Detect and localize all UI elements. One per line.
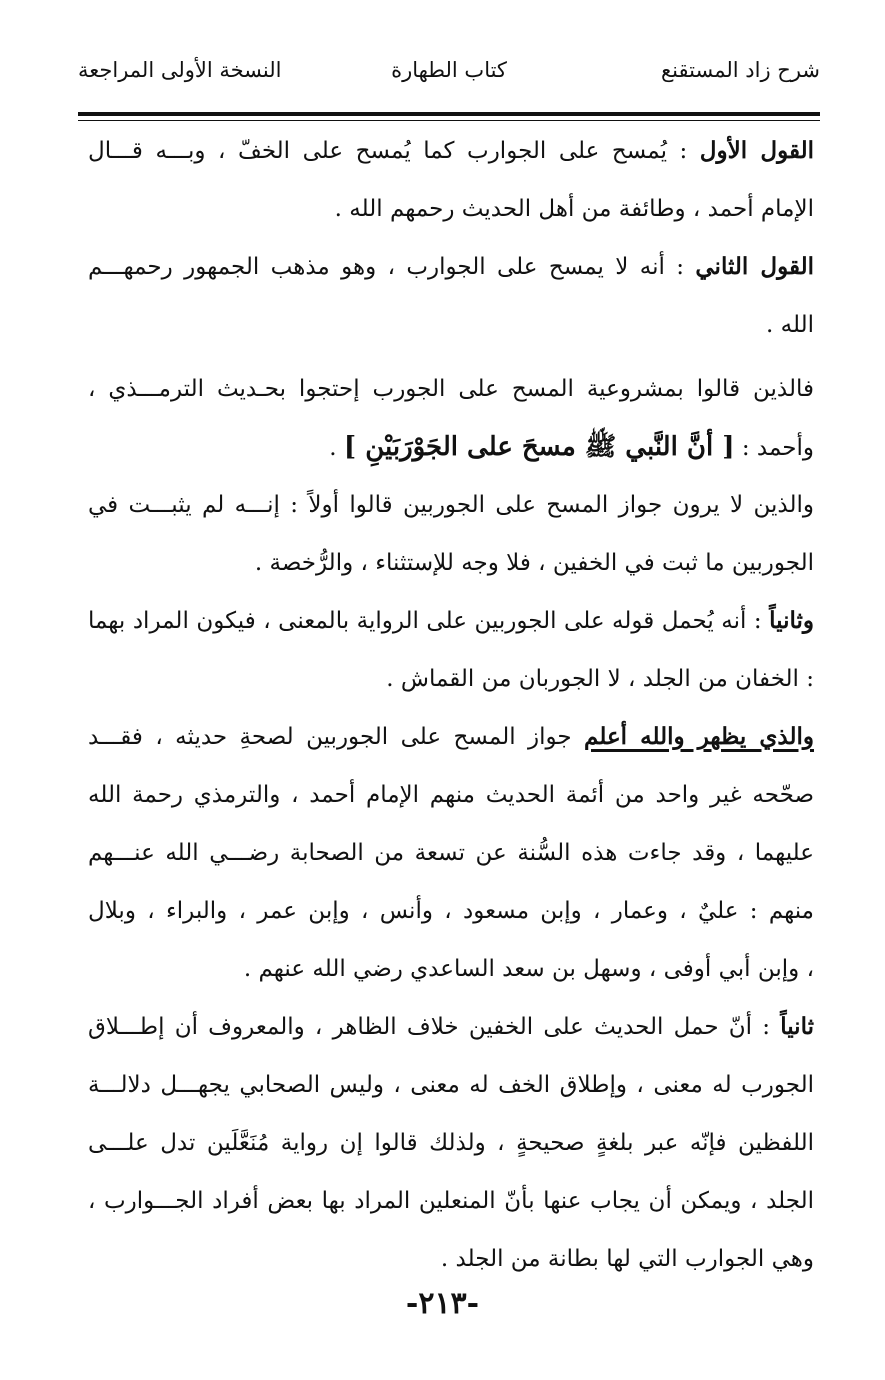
text-line: القول الأول : يُمسح على الجوارب كما يُمسح على الخفّ ، وبـــه قـــال [88,137,814,164]
bold-heading: القول الثاني [695,253,814,280]
text-line: عليهما ، وقد جاءت هذه السُّنة عن تسعة من الصحابة رضـــي الله عنـــهم [88,840,814,866]
bold-heading: ثانياً [780,1013,814,1040]
text-line: فالذين قالوا بمشروعية المسح على الجورب إحتجوا بحـديث الترمـــذي ، [88,376,814,402]
header-book-title: شرح زاد المستقنع [661,58,820,82]
text-line: الله . [766,312,814,338]
text-line: والذين لا يرون جواز المسح على الجوربين قالوا أولاً : إنـــه لم يثبـــت في [88,492,814,518]
text-line: وأحمد : [ أنَّ النَّبي ﷺ مسحَ على الجَوْرَبَيْنِ ] . [329,432,814,462]
text-line: وثانياً : أنه يُحمل قوله على الجوربين على الرواية بالمعنى ، فيكون المراد بهما [88,607,814,634]
running-header [78,58,820,98]
text-line: ، وإبن أبي أوفى ، وسهل بن سعد الساعدي رضي الله عنهم . [243,956,814,982]
body-text [88,122,814,1288]
bold-heading: وثانياً [769,607,814,634]
header-chapter-title: كتاب الطهارة [391,58,507,82]
hadith-quote: [ أنَّ النَّبي ﷺ مسحَ على الجَوْرَبَيْنِ ] [343,432,735,462]
header-edition-note: النسخة الأولى المراجعة [78,58,282,82]
text-line: اللفظين فإنّه عبر بلغةٍ صحيحةٍ ، ولذلك قالوا إن رواية مُنَعَّلَين تدل علـــى [88,1130,814,1156]
bold-heading: القول الأول [699,137,814,164]
text-line: وهي الجوارب التي لها بطانة من الجلد . [440,1246,814,1272]
text-line: الجلد ، ويمكن أن يجاب عنها بأنّ المنعلين المراد بها بعض أفراد الجـــوارب ، [88,1188,814,1214]
header-rule-thick [78,112,820,116]
text-line: ثانياً : أنّ حمل الحديث على الخفين خلاف الظاهر ، والمعروف أن إطـــلاق [88,1013,814,1040]
header-rule-thin [78,120,820,121]
text-line: : الخفان من الجلد ، لا الجوربان من القماش . [386,666,814,692]
page-number: -٢١٣- [405,1286,480,1321]
text-line: الجوربين ما ثبت في الخفين ، فلا وجه للإستثناء ، والرُّخصة . [254,550,814,576]
text-line: والذي يظهر والله أعلم جواز المسح على الجوربين لصحةِ حديثه ، فقـــد [88,723,814,750]
text-line: الإمام أحمد ، وطائفة من أهل الحديث رحمهم الله . [334,196,814,222]
text-line: منهم : عليٌ ، وعمار ، وإبن مسعود ، وأنس ، وإبن عمر ، والبراء ، وبلال [88,898,814,924]
text-line: الجورب له معنى ، وإطلاق الخف له معنى ، وليس الصحابي يجهـــل دلالـــة [88,1072,814,1098]
text-line: صحّحه غير واحد من أئمة الحديث منهم الإمام أحمد ، والترمذي رحمة الله [88,782,814,808]
text-line: القول الثاني : أنه لا يمسح على الجوارب ، وهو مذهب الجمهور رحمهـــم [88,253,814,280]
underlined-heading: والذي يظهر والله أعلم [584,723,814,750]
